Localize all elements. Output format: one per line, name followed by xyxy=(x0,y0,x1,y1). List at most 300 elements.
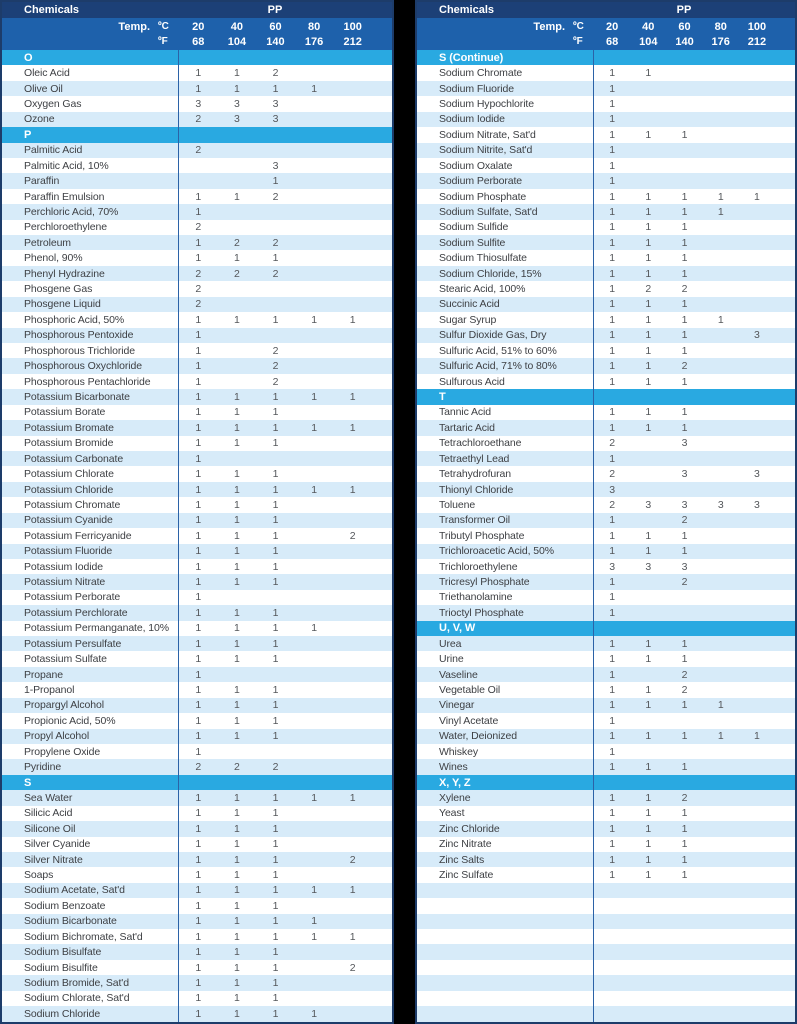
rating-values xyxy=(593,574,795,589)
rating-cell: 3 xyxy=(272,159,279,172)
rating-values xyxy=(178,204,392,219)
section-header-row xyxy=(2,127,392,142)
material-heading: PP xyxy=(267,4,283,16)
rating-cell: 1 xyxy=(349,390,356,403)
chemical-name: Zinc Nitrate xyxy=(439,838,492,851)
rating-values xyxy=(178,81,392,96)
rating-cell: 1 xyxy=(681,221,688,234)
rating-cell: 3 xyxy=(681,498,688,511)
chemical-name: Trichloroacetic Acid, 50% xyxy=(439,545,554,558)
rating-cell: 1 xyxy=(609,591,615,604)
rating-cell: 1 xyxy=(195,344,202,357)
chemical-row xyxy=(417,281,795,296)
chemical-name: Palmitic Acid, 10% xyxy=(24,159,109,172)
chemical-name: Sodium Hypochlorite xyxy=(439,97,534,110)
rating-values xyxy=(593,991,795,1006)
rating-cell: 1 xyxy=(311,483,317,496)
chemical-name: Thionyl Chloride xyxy=(439,483,514,496)
celsius-tick: 60 xyxy=(678,20,691,33)
chemical-row xyxy=(2,621,392,636)
rating-values xyxy=(178,482,392,497)
rating-cell: 1 xyxy=(272,807,279,820)
rating-cell: 2 xyxy=(272,267,279,280)
rating-cell: 1 xyxy=(234,190,240,203)
rating-values xyxy=(178,975,392,990)
rating-cell: 1 xyxy=(609,576,615,589)
chemical-row xyxy=(417,667,795,682)
rating-values xyxy=(178,960,392,975)
chemical-row xyxy=(2,143,392,158)
rating-cell: 1 xyxy=(311,622,317,635)
rating-values xyxy=(178,852,392,867)
rating-values xyxy=(593,698,795,713)
rating-values xyxy=(178,374,392,389)
rating-cell: 2 xyxy=(609,498,615,511)
rating-values xyxy=(593,975,795,990)
section-values-area xyxy=(593,621,795,636)
rating-cell: 1 xyxy=(234,606,240,619)
chemical-row xyxy=(417,605,795,620)
rating-values xyxy=(178,837,392,852)
section-label: T xyxy=(439,390,446,403)
rating-cell: 1 xyxy=(234,498,240,511)
chemical-name: Soaps xyxy=(24,869,54,882)
chemical-row xyxy=(417,96,795,111)
rating-cell: 1 xyxy=(681,869,688,882)
rating-cell: 1 xyxy=(645,313,652,326)
chemical-row xyxy=(417,235,795,250)
section-values-area xyxy=(593,50,795,65)
fahrenheit-tick: 104 xyxy=(227,35,247,48)
rating-values xyxy=(593,405,795,420)
chemical-row xyxy=(417,436,795,451)
rating-cell: 1 xyxy=(195,946,202,959)
rating-values xyxy=(178,759,392,774)
rating-values xyxy=(178,682,392,697)
rating-cell: 1 xyxy=(272,714,279,727)
rating-cell: 1 xyxy=(645,406,652,419)
chemical-row xyxy=(2,944,392,959)
chemical-name: Tannic Acid xyxy=(439,406,492,419)
chemical-name: Sodium Chloride xyxy=(24,1007,101,1020)
chemical-row xyxy=(2,466,392,481)
chemical-row xyxy=(417,81,795,96)
rating-cell: 1 xyxy=(272,529,279,542)
rating-cell: 1 xyxy=(272,869,279,882)
rating-cell: 1 xyxy=(195,406,202,419)
rating-values xyxy=(178,405,392,420)
rating-cell: 1 xyxy=(272,175,279,188)
chemical-row xyxy=(417,312,795,327)
chemical-name: Pyridine xyxy=(24,761,62,774)
rating-cell: 2 xyxy=(681,283,688,296)
chemical-row xyxy=(417,682,795,697)
rating-cell: 1 xyxy=(645,853,652,866)
rating-values xyxy=(593,867,795,882)
rating-values xyxy=(593,466,795,481)
section-label: S (Continue) xyxy=(439,51,504,64)
celsius-symbol: ºC xyxy=(573,21,584,32)
rating-cell: 1 xyxy=(609,545,615,558)
rating-cell: 1 xyxy=(645,529,652,542)
rating-cell: 1 xyxy=(272,545,279,558)
rating-cell: 1 xyxy=(609,668,615,681)
rating-cell: 1 xyxy=(272,637,279,650)
chemical-row xyxy=(2,960,392,975)
rating-values xyxy=(593,544,795,559)
chemical-row xyxy=(417,590,795,605)
rating-values xyxy=(593,651,795,666)
rating-cell: 1 xyxy=(234,730,240,743)
rating-values xyxy=(593,358,795,373)
rating-values xyxy=(178,821,392,836)
chemical-row xyxy=(417,127,795,142)
rating-cell: 1 xyxy=(681,252,688,265)
rating-values xyxy=(593,898,795,913)
fahrenheit-tick: 140 xyxy=(266,35,285,48)
rating-cell: 1 xyxy=(272,946,279,959)
chemical-row xyxy=(2,312,392,327)
temp-label: Temp. xyxy=(533,20,565,33)
chemical-name: Potassium Persulfate xyxy=(24,637,122,650)
rating-cell: 1 xyxy=(272,684,279,696)
chemical-name: Petroleum xyxy=(24,236,71,249)
chemical-row xyxy=(2,420,392,435)
rating-cell: 1 xyxy=(195,483,202,496)
rating-cell: 3 xyxy=(272,113,279,126)
chemical-name: Potassium Ferricyanide xyxy=(24,529,132,542)
chemical-name: Potassium Fluoride xyxy=(24,545,113,558)
empty-row xyxy=(417,914,795,929)
rating-values xyxy=(178,235,392,250)
section-values-area xyxy=(593,775,795,790)
chemical-row xyxy=(2,405,392,420)
rating-cell: 1 xyxy=(717,730,724,743)
rating-cell: 1 xyxy=(272,977,279,990)
rating-values xyxy=(178,266,392,281)
section-values-area xyxy=(178,775,392,790)
rating-cell: 1 xyxy=(195,498,202,511)
chemical-name: Potassium Cyanide xyxy=(24,514,113,527)
chemical-name: Tetrachloroethane xyxy=(439,437,522,450)
chemical-name: Sulfuric Acid, 71% to 80% xyxy=(439,360,557,373)
rating-cell: 1 xyxy=(272,606,279,619)
rating-cell: 1 xyxy=(272,390,279,403)
chemical-name: Sodium Sulfide xyxy=(439,221,509,234)
rating-cell: 1 xyxy=(195,684,202,696)
chemical-name: Sea Water xyxy=(24,791,73,804)
rating-values xyxy=(178,729,392,744)
rating-cell: 1 xyxy=(234,560,240,573)
empty-row xyxy=(417,883,795,898)
chemical-row xyxy=(417,821,795,836)
rating-cell: 1 xyxy=(195,622,202,635)
chemical-row xyxy=(417,759,795,774)
rating-cell: 1 xyxy=(234,637,240,650)
rating-cell: 1 xyxy=(195,791,202,804)
rating-cell: 1 xyxy=(234,514,240,527)
celsius-tick: 60 xyxy=(269,20,282,33)
chemical-row xyxy=(417,405,795,420)
rating-values xyxy=(593,513,795,528)
rating-values xyxy=(178,281,392,296)
rating-cell: 1 xyxy=(609,313,615,326)
rating-cell: 1 xyxy=(645,360,652,373)
rating-cell: 1 xyxy=(195,514,202,527)
rating-values xyxy=(178,590,392,605)
rating-values xyxy=(178,497,392,512)
chemical-row xyxy=(417,451,795,466)
celsius-header-row xyxy=(417,19,795,34)
rating-cell: 1 xyxy=(681,406,688,419)
rating-cell: 1 xyxy=(349,421,356,434)
rating-values xyxy=(593,605,795,620)
rating-values xyxy=(178,65,392,80)
chemical-name: Sodium Acetate, Sat'd xyxy=(24,884,125,897)
rating-values xyxy=(593,682,795,697)
chemical-row xyxy=(2,528,392,543)
rating-cell: 1 xyxy=(272,483,279,496)
rating-cell: 1 xyxy=(272,838,279,851)
rating-cell: 2 xyxy=(609,468,615,481)
rating-cell: 1 xyxy=(609,298,615,311)
rating-cell: 1 xyxy=(681,822,688,835)
rating-cell: 1 xyxy=(609,221,615,234)
rating-cell: 1 xyxy=(234,252,240,265)
rating-cell: 1 xyxy=(609,514,615,527)
chemical-row xyxy=(2,729,392,744)
rating-values xyxy=(178,929,392,944)
rating-values xyxy=(178,651,392,666)
table-title-band xyxy=(2,2,392,18)
rating-values xyxy=(593,436,795,451)
rating-cell: 1 xyxy=(234,791,240,804)
rating-values xyxy=(178,436,392,451)
chemical-name: Sulfur Dioxide Gas, Dry xyxy=(439,329,547,342)
rating-values xyxy=(178,143,392,158)
chemical-row xyxy=(417,482,795,497)
rating-values xyxy=(593,204,795,219)
rating-cell: 1 xyxy=(272,421,279,434)
section-label: X, Y, Z xyxy=(439,776,471,789)
chemical-name: Phenol, 90% xyxy=(24,252,83,265)
chemical-row xyxy=(2,436,392,451)
chemical-row xyxy=(417,158,795,173)
rating-cell: 1 xyxy=(234,82,240,95)
rating-cell: 1 xyxy=(272,915,279,928)
empty-row xyxy=(417,898,795,913)
chemical-name: Zinc Salts xyxy=(439,853,485,866)
chemical-name: Sodium Bisulfate xyxy=(24,946,102,959)
chemical-row xyxy=(2,991,392,1006)
rating-values xyxy=(178,189,392,204)
rating-values xyxy=(593,65,795,80)
rating-values xyxy=(178,513,392,528)
fahrenheit-header-row xyxy=(417,34,795,49)
rating-cell: 3 xyxy=(681,437,688,450)
chemical-row xyxy=(2,790,392,805)
rating-cell: 1 xyxy=(349,483,356,496)
chemical-name: Succinic Acid xyxy=(439,298,500,311)
rating-cell: 1 xyxy=(234,807,240,820)
rating-cell: 3 xyxy=(195,97,202,110)
rating-cell: 1 xyxy=(311,390,317,403)
rating-cell: 1 xyxy=(645,128,652,141)
rating-cell: 1 xyxy=(234,869,240,882)
chemical-row xyxy=(2,189,392,204)
chemical-name: Sodium Fluoride xyxy=(439,82,514,95)
rating-values xyxy=(593,806,795,821)
rating-cell: 2 xyxy=(681,684,688,696)
chemical-name: Wines xyxy=(439,761,468,774)
rating-values xyxy=(178,621,392,636)
table-title-band xyxy=(417,2,795,18)
chemical-name: Potassium Bicarbonate xyxy=(24,390,130,403)
rating-cell: 2 xyxy=(681,360,688,373)
rating-cell: 1 xyxy=(681,545,688,558)
rating-cell: 1 xyxy=(195,668,202,681)
chemical-name: Stearic Acid, 100% xyxy=(439,283,526,296)
rating-cell: 2 xyxy=(195,283,202,296)
rating-cell: 1 xyxy=(645,375,652,388)
rating-cell: 1 xyxy=(681,653,688,666)
chemical-row xyxy=(2,821,392,836)
fahrenheit-tick: 68 xyxy=(605,35,619,48)
temp-label: Temp. xyxy=(118,20,150,33)
rating-cell: 1 xyxy=(349,884,356,897)
rating-cell: 1 xyxy=(195,190,202,203)
chemical-row xyxy=(417,112,795,127)
chemical-row xyxy=(2,328,392,343)
section-values-area xyxy=(593,389,795,404)
rating-cell: 1 xyxy=(234,992,240,1005)
chemical-row xyxy=(2,235,392,250)
rating-cell: 1 xyxy=(681,267,688,280)
chemical-row xyxy=(2,590,392,605)
rating-values xyxy=(593,343,795,358)
rating-cell: 1 xyxy=(645,545,652,558)
rating-cell: 1 xyxy=(645,699,652,712)
section-label: O xyxy=(24,51,33,64)
rating-cell: 1 xyxy=(645,807,652,820)
rating-cell: 2 xyxy=(272,190,279,203)
chemical-row xyxy=(2,837,392,852)
section-header-row xyxy=(417,50,795,65)
rating-cell: 2 xyxy=(681,791,688,804)
rating-cell: 1 xyxy=(272,252,279,265)
rating-cell: 1 xyxy=(717,205,724,218)
chemical-name: Paraffin xyxy=(24,175,60,188)
chemical-name: Sugar Syrup xyxy=(439,313,497,326)
chemical-row xyxy=(2,651,392,666)
rating-cell: 2 xyxy=(681,514,688,527)
rating-cell: 1 xyxy=(272,884,279,897)
rating-cell: 1 xyxy=(272,498,279,511)
chemical-row xyxy=(2,65,392,80)
rating-values xyxy=(593,729,795,744)
chemical-row xyxy=(2,297,392,312)
chemical-row xyxy=(2,852,392,867)
chemical-name: Sodium Oxalate xyxy=(439,159,513,172)
rating-cell: 1 xyxy=(645,344,652,357)
rating-cell: 2 xyxy=(645,283,652,296)
chemical-row xyxy=(417,466,795,481)
rating-values xyxy=(593,235,795,250)
rating-cell: 2 xyxy=(272,344,279,357)
rating-cell: 1 xyxy=(609,869,615,882)
empty-row xyxy=(417,929,795,944)
chemical-name: Potassium Carbonate xyxy=(24,452,124,465)
chemical-row xyxy=(2,281,392,296)
celsius-tick: 100 xyxy=(747,20,767,33)
rating-cell: 3 xyxy=(754,329,760,342)
chemical-row xyxy=(2,898,392,913)
chemical-row xyxy=(2,698,392,713)
chemical-name: Phosphorous Oxychloride xyxy=(24,360,142,373)
chemical-row xyxy=(417,698,795,713)
rating-cell: 1 xyxy=(311,313,317,326)
rating-cell: 1 xyxy=(195,529,202,542)
rating-cell: 1 xyxy=(681,699,688,712)
rating-values xyxy=(178,944,392,959)
chemical-row xyxy=(417,867,795,882)
rating-cell: 1 xyxy=(234,545,240,558)
rating-cell: 2 xyxy=(349,961,356,974)
chemical-name: Silicone Oil xyxy=(24,822,76,835)
rating-values xyxy=(178,297,392,312)
rating-cell: 1 xyxy=(234,421,240,434)
rating-cell: 1 xyxy=(195,977,202,990)
chemical-row xyxy=(417,143,795,158)
rating-cell: 2 xyxy=(272,375,279,388)
rating-cell: 1 xyxy=(234,622,240,635)
section-label: S xyxy=(24,776,32,789)
chemical-row xyxy=(2,806,392,821)
rating-values xyxy=(593,281,795,296)
rating-cell: 1 xyxy=(645,761,652,774)
chemical-name: Tetrahydrofuran xyxy=(439,468,512,481)
rating-cell: 1 xyxy=(195,899,202,912)
fahrenheit-tick: 104 xyxy=(639,35,658,48)
rating-cell: 1 xyxy=(234,576,240,589)
rating-cell: 1 xyxy=(609,853,615,866)
rating-cell: 1 xyxy=(645,730,652,743)
rating-cell: 1 xyxy=(609,606,615,619)
chemical-name: Yeast xyxy=(439,807,465,820)
chemical-row xyxy=(2,266,392,281)
rating-values xyxy=(593,143,795,158)
rating-cell: 2 xyxy=(234,267,240,280)
rating-cell: 1 xyxy=(609,128,615,141)
chemical-name: Phosgene Liquid xyxy=(24,298,101,311)
chemical-name: Oleic Acid xyxy=(24,67,70,80)
rating-cell: 1 xyxy=(645,236,652,249)
rating-cell: 1 xyxy=(645,190,652,203)
rating-values xyxy=(593,127,795,142)
section-values-area xyxy=(178,127,392,142)
chemical-row xyxy=(2,497,392,512)
chemical-name: Sodium Thiosulfate xyxy=(439,252,527,265)
chemical-row xyxy=(2,744,392,759)
chemical-name: Silicic Acid xyxy=(24,807,73,820)
chemical-row xyxy=(2,667,392,682)
rating-values xyxy=(593,914,795,929)
chemical-name: Potassium Sulfate xyxy=(24,653,107,666)
rating-cell: 1 xyxy=(195,236,202,249)
fahrenheit-symbol: ºF xyxy=(158,36,168,47)
chemical-name: Potassium Nitrate xyxy=(24,576,106,589)
rating-cell: 1 xyxy=(609,745,615,758)
